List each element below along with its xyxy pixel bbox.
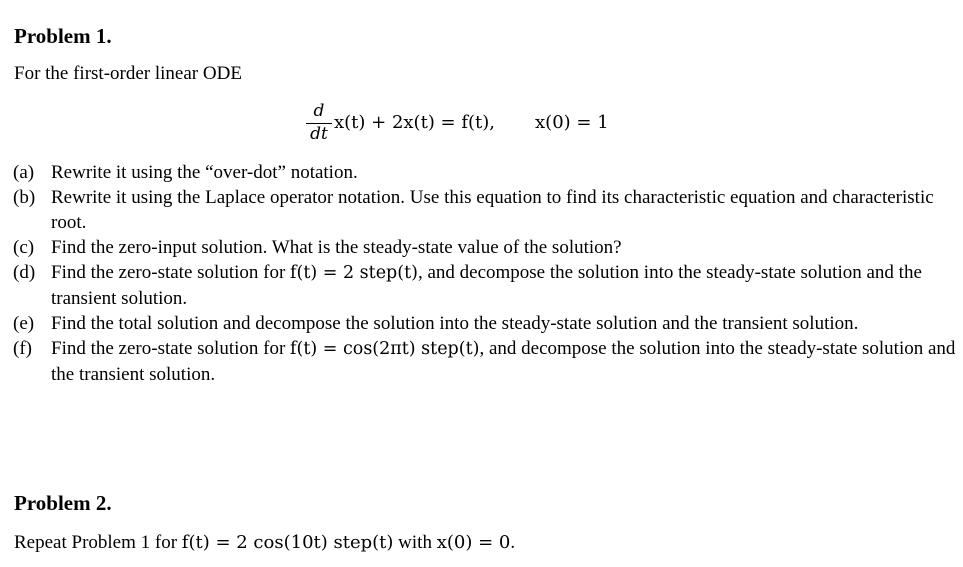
part-text-before: Find the zero-state solution for [51, 262, 291, 283]
part-f [12, 336, 957, 387]
part-marker: (f) [13, 338, 32, 359]
initial-condition: x(0) = 1 [535, 111, 609, 133]
derivative-denominator: dt [310, 124, 328, 144]
part-text [51, 336, 957, 387]
part-marker: (c) [13, 237, 35, 258]
problem-2-text-mid: with [393, 532, 437, 553]
part-text [51, 260, 957, 311]
part-a [12, 160, 957, 185]
problem-1-intro: For the first-order linear ODE [14, 63, 242, 84]
part-text: Find the total solution and decompose the solution into the steady-state solution and the transient solution. [51, 313, 859, 334]
problem-2-initial-condition: x(0) = 0 [436, 532, 511, 553]
part-marker: (a) [13, 162, 35, 183]
forcing-function-math: f(t) = cos(2πt) step(t) [290, 339, 480, 359]
part-text: Find the zero-input solution. What is the steady-state value of the solution? [51, 237, 622, 258]
derivative-numerator: d [313, 101, 325, 121]
part-text-before: Find the zero-state solution for [51, 338, 291, 359]
problem-2-text [14, 532, 515, 554]
problem-2-text-before: Repeat Problem 1 for [14, 532, 182, 553]
part-text-after: , and decompose the solution into the steady-state solution and the transient solution. [51, 262, 922, 309]
part-e [12, 311, 957, 336]
problem-2-text-after: . [510, 532, 516, 553]
part-text-after: , and decompose the solution into the steady-state solution and the transient solution. [51, 338, 956, 385]
problem-1-parts [12, 160, 957, 387]
part-text: Rewrite it using the “over-dot” notation. [51, 162, 358, 183]
forcing-function-math: f(t) = 2 step(t) [290, 263, 418, 283]
part-marker: (e) [13, 313, 35, 334]
equation-lhs: x(t) + 2x(t) = f(t), [334, 111, 496, 133]
problem-2-heading: Problem 2. [14, 491, 112, 515]
ode-equation [306, 97, 609, 147]
part-b [12, 185, 957, 235]
problem-2-forcing-math: f(t) = 2 cos(10t) step(t) [181, 532, 394, 553]
derivative-fraction [306, 102, 332, 144]
part-marker: (b) [13, 187, 36, 208]
part-c [12, 235, 957, 260]
part-text: Rewrite it using the Laplace operator notation. Use this equation to find its characteristic equation and characteristic root. [51, 187, 934, 233]
problem-1-heading: Problem 1. [14, 24, 112, 48]
part-d [12, 260, 957, 311]
part-marker: (d) [13, 262, 36, 283]
